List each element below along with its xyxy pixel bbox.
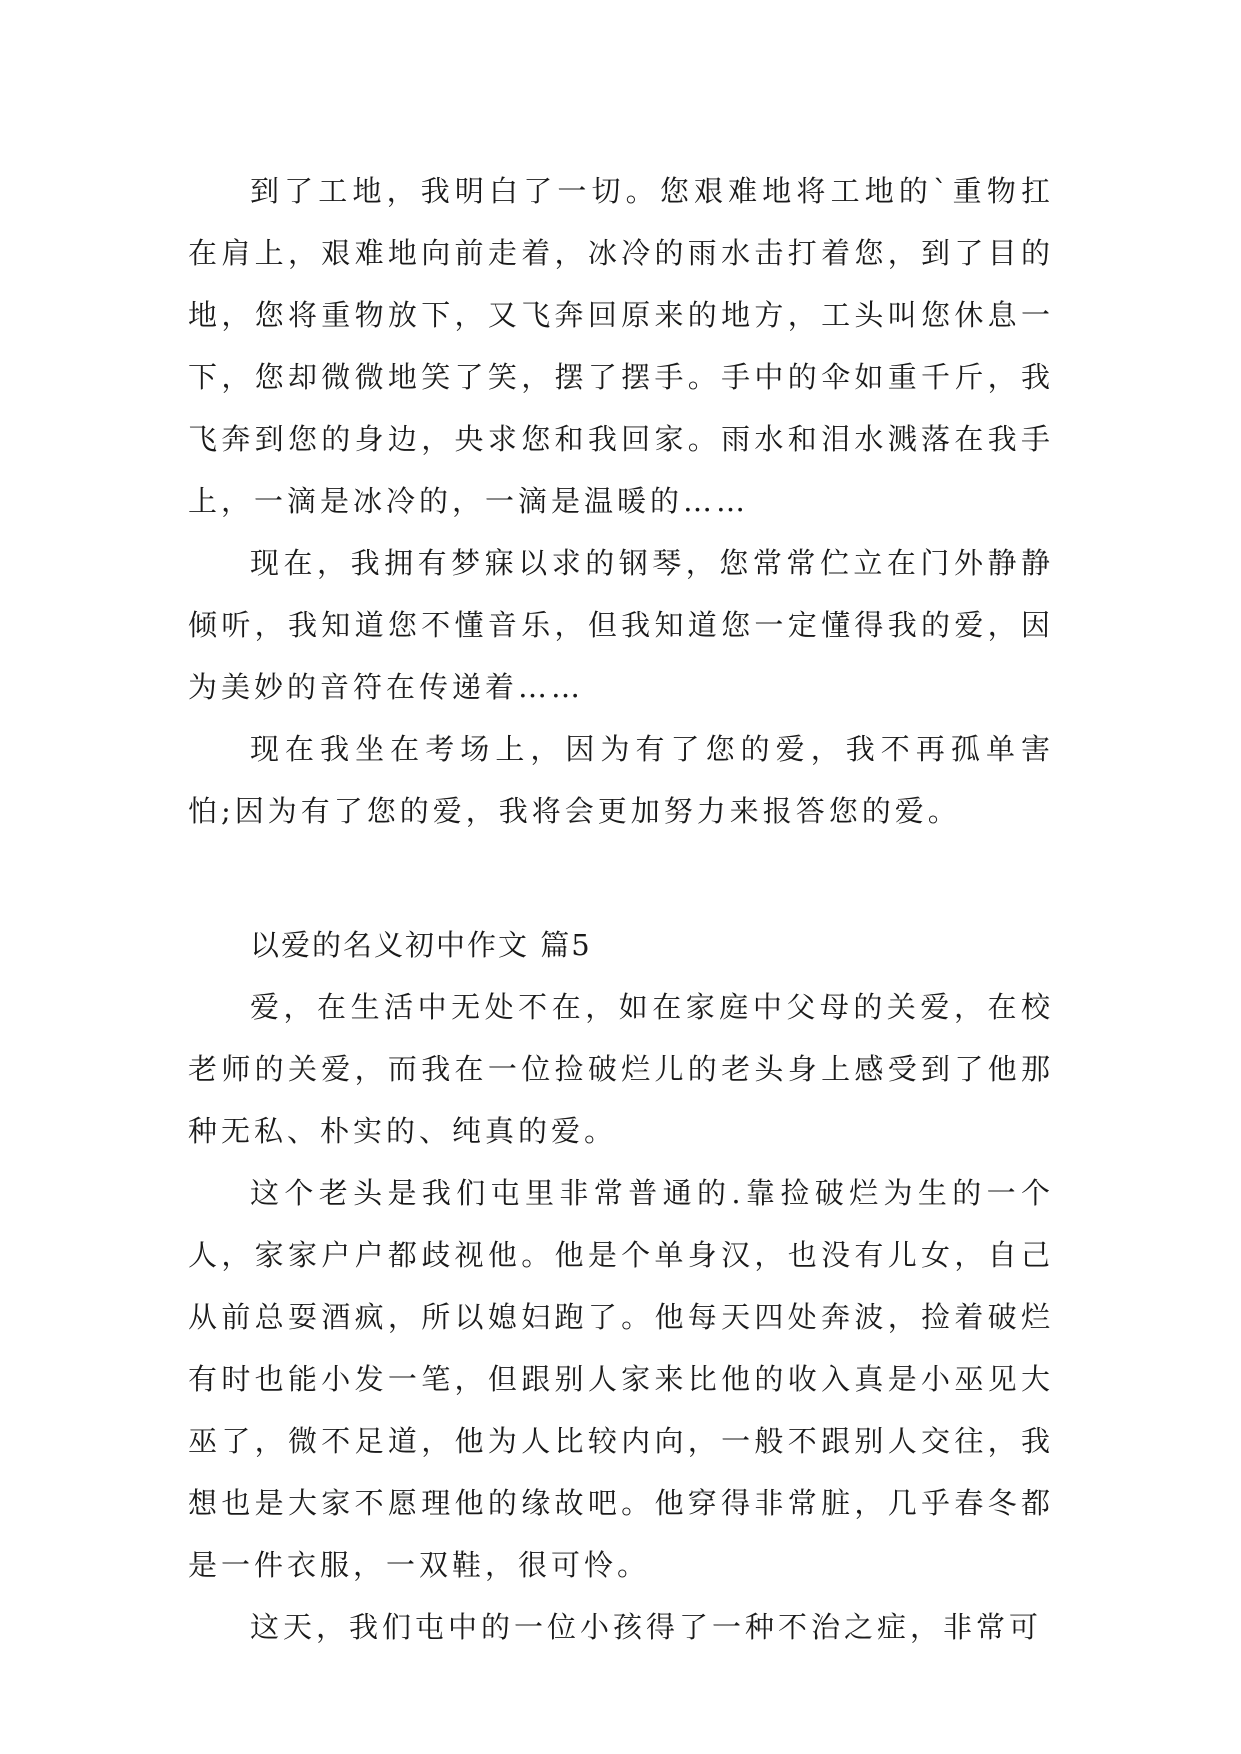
section-title: 以爱的名义初中作文 篇5: [250, 928, 592, 962]
paragraph-piano: 现在，我拥有梦寐以求的钢琴，您常常伫立在门外静静倾听，我知道您不懂音乐，但我知道您一定懂得我的爱，因为美妙的音符在传递着……: [188, 546, 1054, 704]
document-body: [188, 160, 1054, 1658]
paragraph-old-man: 这个老头是我们屯里非常普通的.靠捡破烂为生的一个人，家家户户都歧视他。他是个单身汉，也没有儿女，自己从前总耍酒疯，所以媳妇跑了。他每天四处奔波，捡着破烂有时也能小发一笔，但跟别人家来比他的收入真是小巫见大巫了，微不足道，他为人比较内向，一般不跟别人交往，我想也是大家不愿理他的缘故吧。他穿得非常脏，几乎春冬都是一件衣服，一双鞋，很可怜。: [188, 1176, 1054, 1582]
paragraph-sick-child: 这天，我们屯中的一位小孩得了一种不治之症，非常可: [250, 1610, 1043, 1644]
paragraph-construction-site: 到了工地，我明白了一切。您艰难地将工地的`重物扛在肩上，艰难地向前走着，冰冷的雨水击打着您，到了目的地，您将重物放下，又飞奔回原来的地方，工头叫您休息一下，您却微微地笑了笑，摆了摆手。手中的伞如重千斤，我飞奔到您的身边，央求您和我回家。雨水和泪水溅落在我手上，一滴是冰冷的，一滴是温暖的……: [188, 174, 1054, 518]
paragraph-love-everywhere: 爱，在生活中无处不在，如在家庭中父母的关爱，在校老师的关爱，而我在一位捡破烂儿的老头身上感受到了他那种无私、朴实的、纯真的爱。: [188, 990, 1054, 1148]
paragraph-exam-room: 现在我坐在考场上，因为有了您的爱，我不再孤单害怕;因为有了您的爱，我将会更加努力来报答您的爱。: [188, 732, 1054, 828]
section-spacer: [188, 842, 1054, 914]
